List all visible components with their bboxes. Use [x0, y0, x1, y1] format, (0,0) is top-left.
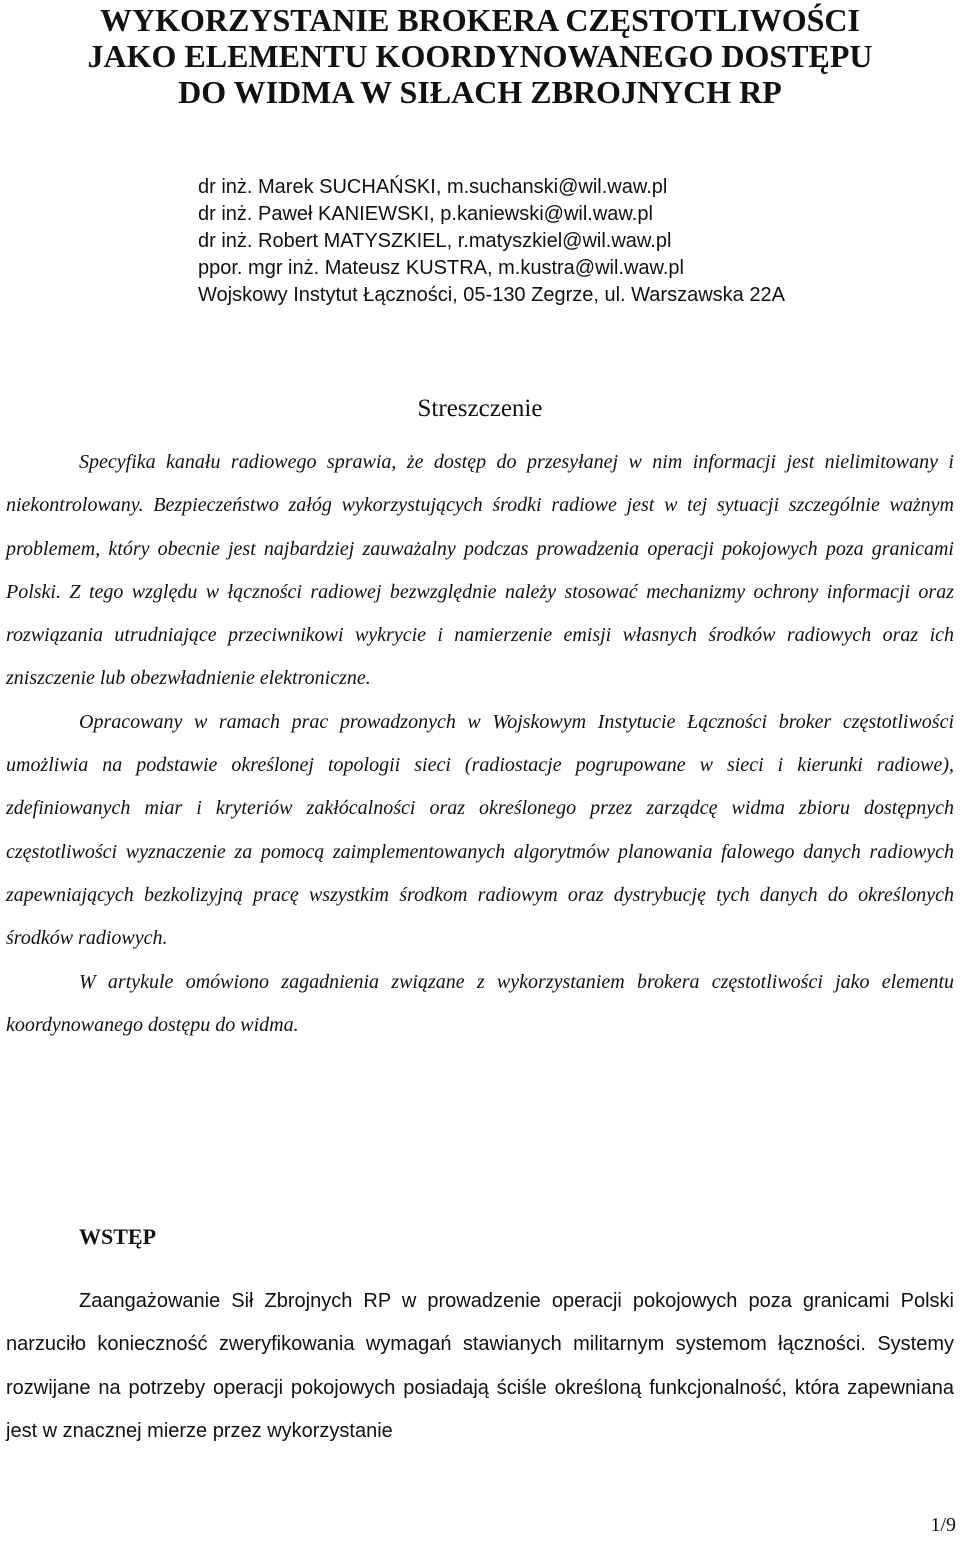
abstract-paragraph: Opracowany w ramach prac prowadzonych w Wojskowym Instytucie Łączności broker częstotliwości umożliwia na podstawie określonej topologii sieci (radiostacje pogrupowane w sieci i kierunki radiowe), zdefiniowanych miar i kryteriów zakłócalności oraz określonego przez zarządcę widma zbioru dostępnych częstotliwości wyznaczenie za pomocą zaimplementowanych algorytmów planowania falowego danych radiowych zapewniających bezkolizyjną pracę wszystkim środkom radiowym oraz dystrybucję tych danych do określonych środków radiowych.: [6, 710, 954, 950]
author-line: dr inż. Robert MATYSZKIEL, r.matyszkiel@wil.waw.pl: [198, 230, 672, 252]
section-body: [6, 1280, 954, 1453]
author-line: dr inż. Paweł KANIEWSKI, p.kaniewski@wil.waw.pl: [198, 203, 653, 225]
abstract-heading: Streszczenie: [417, 395, 543, 422]
title-line-1: WYKORZYSTANIE BROKERA CZĘSTOTLIWOŚCI: [100, 2, 860, 38]
author-block: [198, 174, 785, 309]
abstract-paragraph: Specyfika kanału radiowego sprawia, że dostęp do przesyłanej w nim informacji jest nielimitowany i niekontrolowany. Bezpieczeństwo załóg wykorzystujących środki radiowe jest w tej sytuacji szczególnie ważnym problemem, który obecnie jest najbardziej zauważalny podczas prowadzenia operacji pokojowych poza granicami Polski. Z tego względu w łączności radiowej bezwzględnie należy stosować mechanizmy ochrony informacji oraz rozwiązania utrudniające przeciwnikowi wykrycie i namierzenie emisji własnych środków radiowych oraz ich zniszczenie lub obezwładnienie elektroniczne.: [6, 451, 954, 690]
author-line: dr inż. Marek SUCHAŃSKI, m.suchanski@wil.waw.pl: [198, 176, 668, 198]
affiliation-line: Wojskowy Instytut Łączności, 05-130 Zegrze, ul. Warszawska 22A: [198, 284, 785, 306]
abstract-body: [6, 441, 954, 1047]
abstract-paragraph: W artykule omówiono zagadnienia związane z wykorzystaniem brokera częstotliwości jako elementu koordynowanego dostępu do widma.: [6, 970, 954, 1036]
title-line-3: DO WIDMA W SIŁACH ZBROJNYCH RP: [178, 74, 782, 110]
page-number: 1/9: [930, 1514, 956, 1536]
title-line-2: JAKO ELEMENTU KOORDYNOWANEGO DOSTĘPU: [87, 38, 873, 74]
author-line: ppor. mgr inż. Mateusz KUSTRA, m.kustra@wil.waw.pl: [198, 257, 684, 279]
section-heading: WSTĘP: [79, 1224, 157, 1249]
paper-title: [0, 2, 960, 110]
body-paragraph: Zaangażowanie Sił Zbrojnych RP w prowadzenie operacji pokojowych poza granicami Polski narzuciło konieczność zweryfikowania wymagań stawianych militarnym systemom łączności. Systemy rozwijane na potrzeby operacji pokojowych posiadają ściśle określoną funkcjonalność, która zapewniana jest w znacznej mierze przez wykorzystanie: [6, 1290, 954, 1442]
